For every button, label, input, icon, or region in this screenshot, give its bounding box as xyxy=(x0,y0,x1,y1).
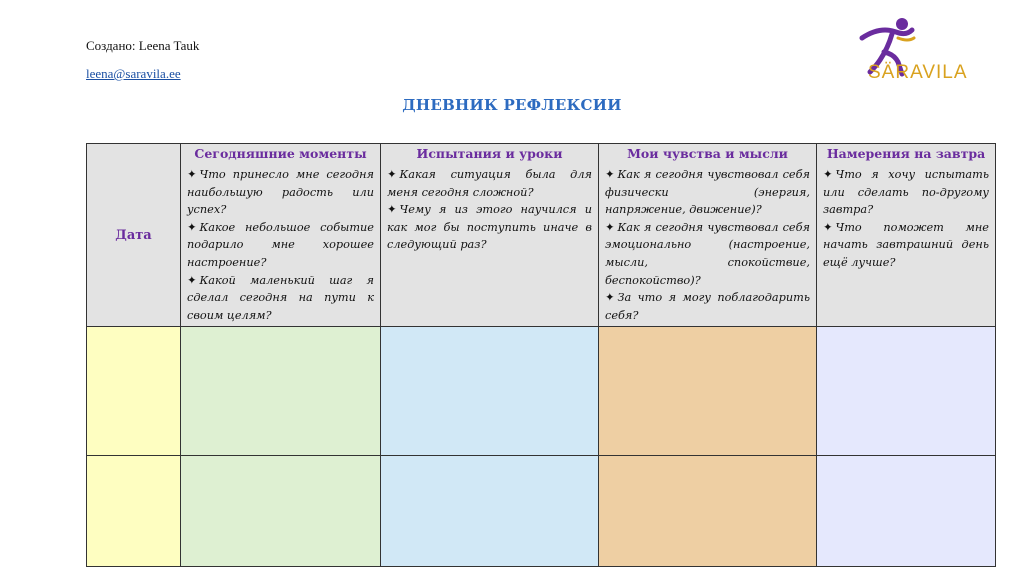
question-text: Какая ситуация была для меня сегодня сложной? xyxy=(387,168,592,199)
moments-cell[interactable] xyxy=(181,456,381,567)
logo-wordmark: SÄRAVILA xyxy=(868,62,968,83)
star-bullet-icon: ✦ xyxy=(605,220,615,234)
intentions-cell[interactable] xyxy=(817,456,996,567)
moments-cell[interactable] xyxy=(181,327,381,456)
reflection-diary-table xyxy=(86,143,996,567)
date-cell[interactable] xyxy=(87,456,181,567)
page-title: ДНЕВНИК РЕФЛЕКСИИ xyxy=(402,96,622,114)
table-row xyxy=(87,456,996,567)
feelings-cell[interactable] xyxy=(599,456,817,567)
intentions-cell[interactable] xyxy=(817,327,996,456)
column-questions xyxy=(599,164,816,324)
column-trials-header xyxy=(381,144,599,327)
question-text: Какое небольшое событие подарило мне хорошее настроение? xyxy=(187,220,374,269)
author-email-link[interactable]: leena@saravila.ee xyxy=(86,66,181,81)
star-bullet-icon: ✦ xyxy=(187,168,197,181)
trials-cell[interactable] xyxy=(381,456,599,567)
question-text: Как я сегодня чувствовал себя физически (энергия, напряжение, движение)? xyxy=(605,168,810,217)
column-questions xyxy=(817,164,995,272)
question-text: Что я хочу испытать или сделать по-другому завтра? xyxy=(823,168,989,217)
question-text: Что принесло мне сегодня наибольшую радость или успех? xyxy=(187,168,374,217)
column-moments-header xyxy=(181,144,381,327)
star-bullet-icon: ✦ xyxy=(187,273,197,287)
table-row xyxy=(87,327,996,456)
question-text: Какой маленький шаг я сделал сегодня на пути к своим целям? xyxy=(187,273,374,322)
star-bullet-icon: ✦ xyxy=(387,203,397,217)
created-by: Создано: Leena Tauk xyxy=(86,38,200,53)
column-questions xyxy=(181,164,380,324)
question-text: Как я сегодня чувствовал себя эмоционально (настроение, мысли, спокойствие, беспокойство)? xyxy=(605,220,810,287)
column-title: Намерения на завтра xyxy=(826,146,986,161)
question-text: За что я могу поблагодарить себя? xyxy=(605,291,810,322)
star-bullet-icon: ✦ xyxy=(605,168,615,181)
column-title: Мои чувства и мысли xyxy=(627,146,788,161)
star-bullet-icon: ✦ xyxy=(387,168,397,181)
feelings-cell[interactable] xyxy=(599,327,817,456)
column-questions xyxy=(381,164,598,254)
star-bullet-icon: ✦ xyxy=(187,220,197,234)
date-header: Дата xyxy=(87,144,181,327)
column-feelings-header xyxy=(599,144,817,327)
column-intentions-header xyxy=(817,144,996,327)
star-bullet-icon: ✦ xyxy=(823,220,833,234)
star-bullet-icon: ✦ xyxy=(605,291,615,305)
question-text: Что поможет мне начать завтрашний день ещё лучше? xyxy=(823,220,989,269)
question-text: Чему я из этого научился и как мог бы поступить иначе в следующий раз? xyxy=(387,203,592,252)
trials-cell[interactable] xyxy=(381,327,599,456)
column-title: Сегодняшние моменты xyxy=(194,146,367,161)
star-bullet-icon: ✦ xyxy=(823,168,833,181)
table-header-row xyxy=(87,144,996,327)
date-cell[interactable] xyxy=(87,327,181,456)
column-title: Испытания и уроки xyxy=(416,146,563,161)
